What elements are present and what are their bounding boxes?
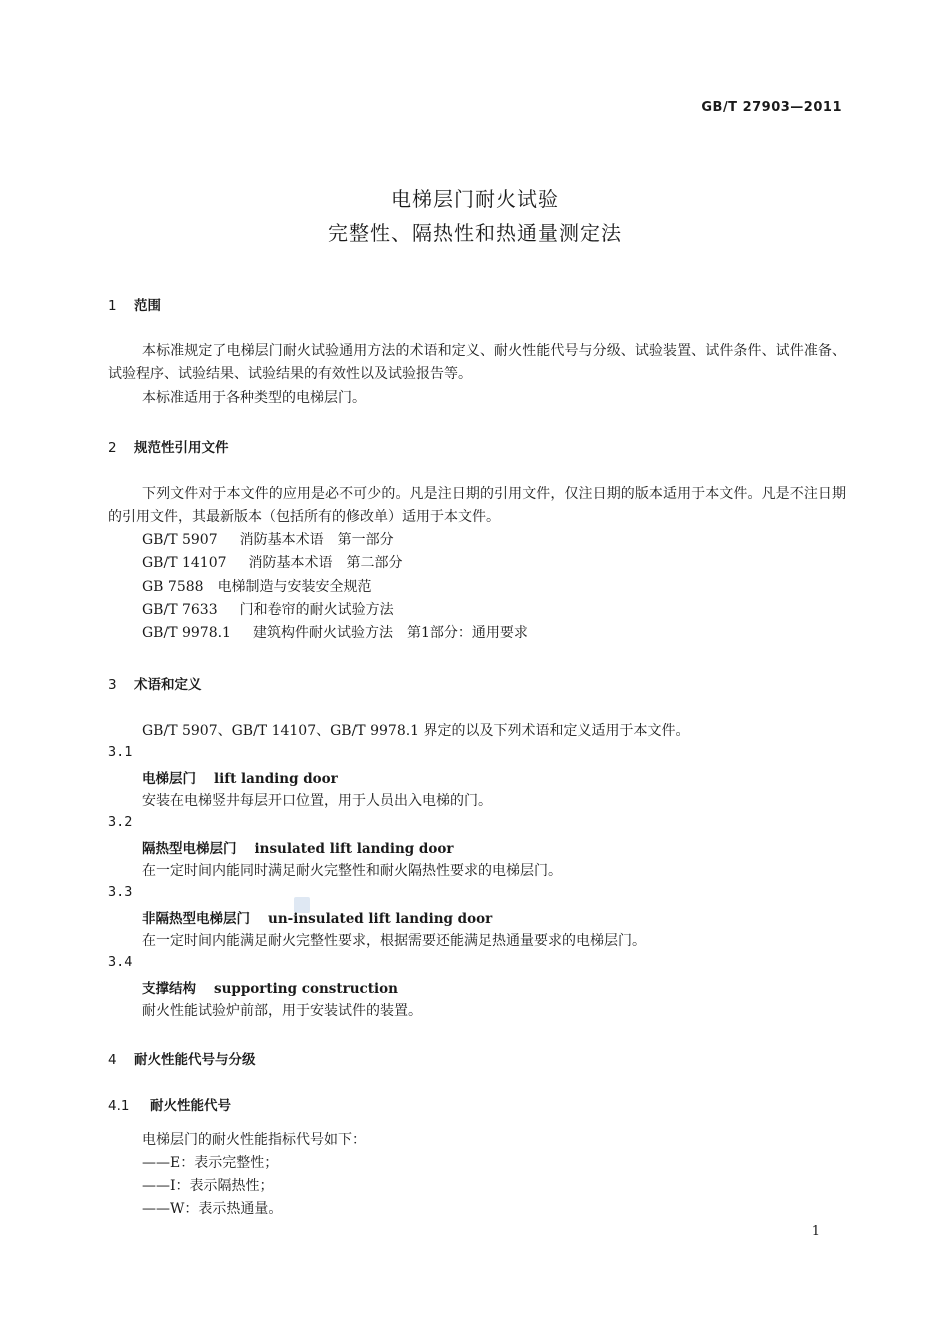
- reference-code: GB 7588: [142, 579, 204, 595]
- term-zh: 电梯层门: [142, 771, 196, 787]
- section-title: 术语和定义: [134, 677, 202, 693]
- section-number: 4: [108, 1052, 117, 1068]
- term-zh: 非隔热型电梯层门: [142, 911, 250, 927]
- subsection-number: 4.1: [108, 1098, 130, 1114]
- code-list-item: ——E：表示完整性；: [142, 1155, 279, 1171]
- reference-item: [142, 622, 528, 642]
- title-line-1: 电梯层门耐火试验: [391, 187, 559, 211]
- term-definition: 耐火性能试验炉前部，用于安装试件的装置。: [142, 1003, 422, 1019]
- reference-code: GB/T 5907: [142, 532, 218, 548]
- section-3-intro: GB/T 5907、GB/T 14107、GB/T 9978.1 界定的以及下列术语和定义适用于本文件。: [142, 723, 690, 739]
- term-number: 3.4: [108, 954, 133, 970]
- code-list-item: ——W：表示热通量。: [142, 1201, 283, 1217]
- reference-code: GB/T 7633: [142, 602, 218, 618]
- reference-item: [142, 552, 403, 572]
- subsection-4-1-intro: 电梯层门的耐火性能指标代号如下：: [142, 1132, 366, 1148]
- term-heading: [142, 977, 398, 997]
- section-1-paragraph-2: 本标准适用于各种类型的电梯层门。: [142, 390, 366, 406]
- term-en: lift landing door: [214, 771, 338, 787]
- section-number: 3: [108, 677, 117, 693]
- term-number: 3.1: [108, 744, 133, 760]
- reference-title: 消防基本术语 第二部分: [248, 555, 403, 571]
- title-line-2: 完整性、隔热性和热通量测定法: [328, 221, 622, 245]
- term-number: 3.3: [108, 884, 133, 900]
- reference-title: 门和卷帘的耐火试验方法: [239, 602, 394, 618]
- term-number: 3.2: [108, 814, 133, 830]
- term-en: supporting construction: [214, 981, 398, 997]
- reference-item: [142, 599, 394, 619]
- term-heading: [142, 907, 492, 927]
- section-1-paragraph-1: 本标准规定了电梯层门耐火试验通用方法的术语和定义、耐火性能代号与分级、试验装置、试件条件、试件准备、试验程序、试验结果、试验结果的有效性以及试验报告等。: [108, 343, 846, 382]
- section-4-heading: [108, 1048, 256, 1068]
- section-3-heading: [108, 673, 202, 693]
- section-title: 耐火性能代号与分级: [134, 1052, 256, 1068]
- term-zh: 支撑结构: [142, 981, 196, 997]
- section-2-heading: [108, 436, 229, 456]
- standard-code-header: GB/T 27903—2011: [701, 100, 842, 115]
- section-number: 2: [108, 440, 117, 456]
- section-1-heading: [108, 294, 161, 314]
- term-definition: 在一定时间内能满足耐火完整性要求，根据需要还能满足热通量要求的电梯层门。: [142, 933, 646, 949]
- reference-title: 建筑构件耐火试验方法 第1部分：通用要求: [252, 625, 528, 641]
- term-zh: 隔热型电梯层门: [142, 841, 237, 857]
- term-heading: [142, 767, 338, 787]
- subsection-title: 耐火性能代号: [150, 1098, 231, 1114]
- reference-title: 消防基本术语 第一部分: [239, 532, 394, 548]
- page-number: 1: [811, 1224, 820, 1239]
- reference-item: [142, 576, 372, 596]
- section-title: 范围: [134, 298, 161, 314]
- reference-code: GB/T 14107: [142, 555, 227, 571]
- reference-title: 电梯制造与安装安全规范: [217, 579, 372, 595]
- section-number: 1: [108, 298, 117, 314]
- term-heading: [142, 837, 453, 857]
- term-definition: 安装在电梯竖井每层开口位置，用于人员出入电梯的门。: [142, 793, 492, 809]
- section-title: 规范性引用文件: [134, 440, 229, 456]
- term-en: insulated lift landing door: [254, 841, 454, 857]
- term-definition: 在一定时间内能同时满足耐火完整性和耐火隔热性要求的电梯层门。: [142, 863, 562, 879]
- section-2-paragraph-1: 下列文件对于本文件的应用是必不可少的。凡是注日期的引用文件，仅注日期的版本适用于本文件。凡是不注日期的引用文件，其最新版本（包括所有的修改单）适用于本文件。: [108, 486, 846, 525]
- term-en: un-insulated lift landing door: [268, 911, 493, 927]
- code-list-item: ——I：表示隔热性；: [142, 1178, 274, 1194]
- reference-item: [142, 529, 394, 549]
- reference-code: GB/T 9978.1: [142, 625, 231, 641]
- subsection-4-1-heading: [108, 1094, 231, 1114]
